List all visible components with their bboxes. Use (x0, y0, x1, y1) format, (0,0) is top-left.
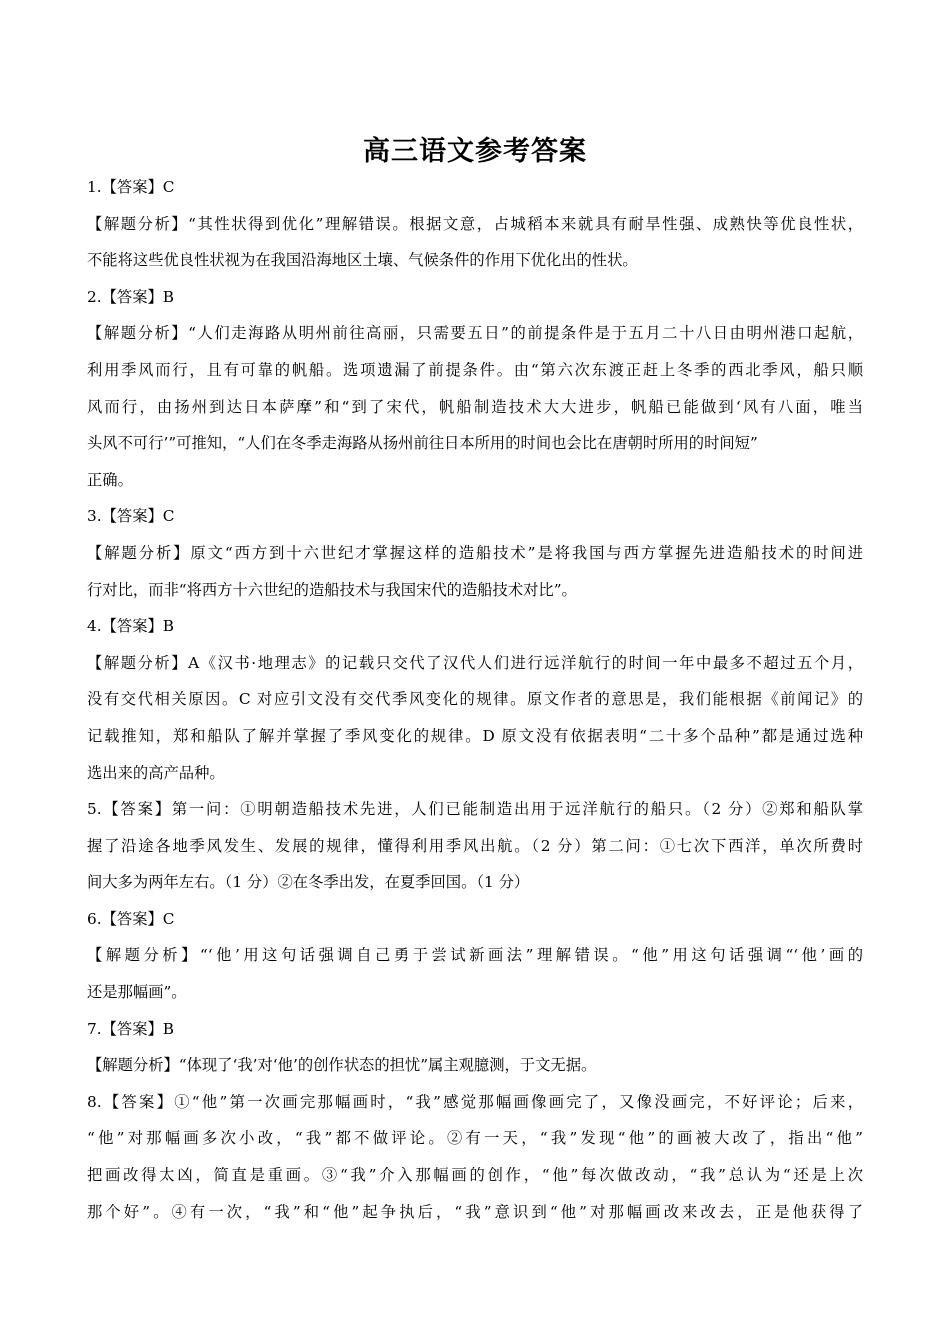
text-line: 【解题分析】“体现了‘我’对‘他’的创作状态的担忧”属主观臆测，于文无据。 (87, 1056, 597, 1075)
text-line: 利用季风而行，且有可靠的帆船。选项遗漏了前提条件。由“第六次东渡正赶上冬季的西北季风，船只顺 (87, 360, 863, 379)
text-line: 头风不可行’”可推知，“人们在冬季走海路从扬州前往日本所用的时间也会比在唐朝时所用的时间短” (87, 434, 758, 453)
text-line: 记载推知，郑和船队了解并掌握了季风变化的规律。D 原文没有依据表明“二十多个品种”都是通过选种 (87, 726, 863, 745)
text-line: 没有交代相关原因。C 对应引文没有交代季风变化的规律。原文作者的意思是，我们能根据《前闻记》的 (87, 690, 863, 709)
text-line: 【解题分析】A《汉书·地理志》的记载只交代了汉代人们进行远洋航行的时间一年中最多不超过五个月， (87, 653, 863, 672)
text-line: 那个好”。④有一次，“我”和“他”起争执后，“我”意识到“他”对那幅画改来改去，正是他获得了 (87, 1202, 863, 1221)
text-line: 【解题分析】“其性状得到优化”理解错误。根据文意，占城稻本来就具有耐旱性强、成熟快等优良性状， (87, 214, 863, 233)
text-line: 还是那幅画”。 (87, 983, 187, 1002)
text-line: 【解题分析】原文“西方到十六世纪才掌握这样的造船技术”是将我国与西方掌握先进造船技术的时间进 (87, 543, 863, 562)
text-line: 握了沿途各地季风发生、发展的规律，懂得利用季风出航。（2 分）第二问：①七次下西洋，单次所费时 (87, 836, 863, 855)
text-line: 选出来的高产品种。 (87, 763, 225, 782)
text-line: 【解题分析】“人们走海路从明州前往高丽，只需要五日”的前提条件是于五月二十八日由明州港口起航， (87, 324, 863, 343)
text-line: 1.【答案】C (87, 178, 175, 196)
text-line: 不能将这些优良性状视为在我国沿海地区土壤、气候条件的作用下优化出的性状。 (87, 251, 638, 270)
page-title: 高三语文参考答案 (363, 136, 587, 167)
answer-content (87, 169, 863, 1230)
text-line: 7.【答案】B (87, 1019, 175, 1038)
text-line: 风而行，由扬州到达日本萨摩”和“到了宋代，帆船制造技术大大进步，帆船已能做到‘风有八面，唯当 (87, 397, 863, 416)
text-line: 8.【答案】①“他”第一次画完那幅画时，“我”感觉那幅画像画完了，又像没画完，不好评论；后来， (87, 1092, 863, 1111)
text-line: 行对比，而非“将西方十六世纪的造船技术与我国宋代的造船技术对比”。 (87, 580, 577, 599)
text-line: 6.【答案】C (87, 909, 175, 928)
text-line: 3.【答案】C (87, 507, 175, 526)
text-line: “他”对那幅画多次小改，“我”都不做评论。②有一天，“我”发现“他”的画被大改了，指出“他” (87, 1129, 863, 1148)
text-line: 2.【答案】B (87, 287, 175, 306)
text-line: 把画改得太凶，简直是重画。③“我”介入那幅画的创作，“他”每次做改动，“我”总认为“还是上次 (87, 1166, 863, 1185)
text-line: 5.【答案】第一问：①明朝造船技术先进，人们已能制造出用于远洋航行的船只。（2 分）②郑和船队掌 (87, 800, 863, 819)
text-line: 【解题分析】“‘他’用这句话强调自己勇于尝试新画法”理解错误。“他”用这句话强调“‘他’画的 (87, 946, 863, 965)
text-line: 正确。 (87, 470, 133, 489)
text-line: 间大多为两年左右。（1 分）②在冬季出发，在夏季回国。（1 分） (87, 873, 530, 892)
text-line: 4.【答案】B (87, 617, 175, 636)
